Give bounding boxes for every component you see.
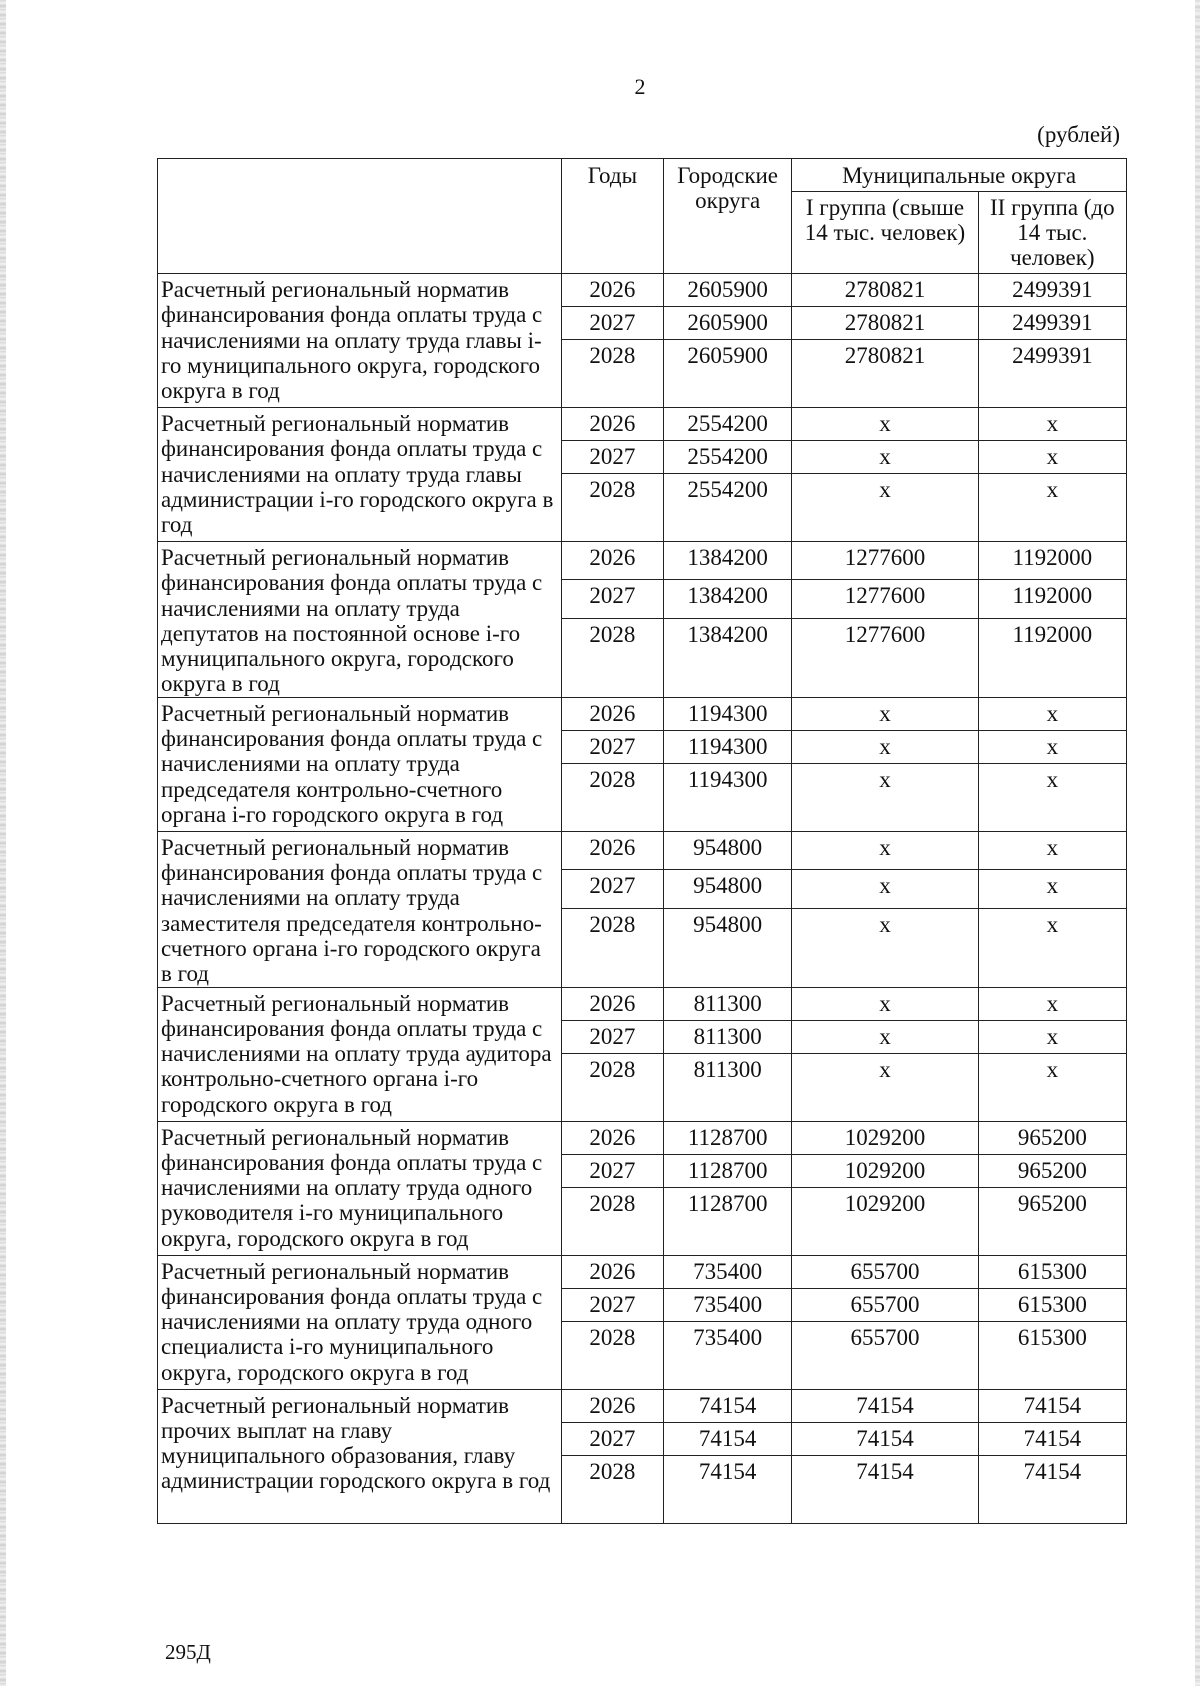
year-cell: 2026 <box>561 1121 663 1154</box>
table-row <box>158 542 1127 580</box>
norms-table-container <box>157 158 1127 1524</box>
table-row <box>158 408 1127 441</box>
group-1-value: x <box>792 408 978 441</box>
city-district-value: 1384200 <box>664 580 792 618</box>
group-2-value: 1192000 <box>978 618 1126 697</box>
year-cell: 2028 <box>561 763 663 831</box>
year-cell: 2026 <box>561 274 663 307</box>
group-1-value: 1277600 <box>792 542 978 580</box>
group-2-value: x <box>978 987 1126 1020</box>
year-cell: 2026 <box>561 542 663 580</box>
city-district-value: 1194300 <box>664 763 792 831</box>
group-2-value: 2499391 <box>978 307 1126 340</box>
city-district-value: 811300 <box>664 987 792 1020</box>
group-1-value: 74154 <box>792 1422 978 1455</box>
year-cell: 2028 <box>561 474 663 542</box>
year-cell: 2028 <box>561 908 663 987</box>
year-cell: 2028 <box>561 1321 663 1389</box>
scan-edge-left <box>0 0 6 1686</box>
city-district-value: 1128700 <box>664 1187 792 1255</box>
group-2-value: 615300 <box>978 1288 1126 1321</box>
group-2-value: 2499391 <box>978 274 1126 307</box>
header-years: Годы <box>561 159 663 274</box>
group-1-value: x <box>792 1053 978 1121</box>
group-2-value: 965200 <box>978 1121 1126 1154</box>
year-cell: 2027 <box>561 870 663 908</box>
table-body <box>158 274 1127 1524</box>
norm-description: Расчетный региональный норматив финансирования фонда оплаты труда с начислениями на оплату труда заместителя председателя контрольно-счетного органа i-го городского округа в год <box>158 831 562 987</box>
document-code: 295Д <box>165 1640 211 1664</box>
group-2-value: x <box>978 908 1126 987</box>
norms-table <box>157 158 1127 1524</box>
group-1-value: 74154 <box>792 1389 978 1422</box>
group-2-value: 74154 <box>978 1422 1126 1455</box>
norm-description: Расчетный региональный норматив финансирования фонда оплаты труда с начислениями на оплату труда председателя контрольно-счетного органа i-го городского округа в год <box>158 697 562 831</box>
group-1-value: 1029200 <box>792 1187 978 1255</box>
year-cell: 2027 <box>561 1422 663 1455</box>
city-district-value: 74154 <box>664 1389 792 1422</box>
city-district-value: 2554200 <box>664 441 792 474</box>
group-1-value: 1029200 <box>792 1154 978 1187</box>
group-1-value: x <box>792 987 978 1020</box>
table-header <box>158 159 1127 274</box>
group-2-value: 2499391 <box>978 340 1126 408</box>
city-district-value: 1128700 <box>664 1121 792 1154</box>
city-district-value: 954800 <box>664 870 792 908</box>
group-2-value: x <box>978 870 1126 908</box>
city-district-value: 2605900 <box>664 307 792 340</box>
year-cell: 2027 <box>561 1020 663 1053</box>
norm-description: Расчетный региональный норматив финансирования фонда оплаты труда с начислениями на оплату труда депутатов на постоянной основе i-го муниципального округа, городского округа в год <box>158 542 562 698</box>
group-1-value: 2780821 <box>792 274 978 307</box>
year-cell: 2028 <box>561 1053 663 1121</box>
header-group-2: II группа (до 14 тыс. человек) <box>978 192 1126 274</box>
group-1-value: 2780821 <box>792 340 978 408</box>
table-row <box>158 1121 1127 1154</box>
norm-description: Расчетный региональный норматив финансирования фонда оплаты труда с начислениями на оплату труда главы администрации i-го городского округа в год <box>158 408 562 542</box>
year-cell: 2027 <box>561 730 663 763</box>
group-2-value: 74154 <box>978 1389 1126 1422</box>
year-cell: 2028 <box>561 1455 663 1523</box>
norm-description: Расчетный региональный норматив прочих выплат на главу муниципального образования, главу администрации городского округа в год <box>158 1389 562 1523</box>
group-1-value: x <box>792 831 978 869</box>
group-1-value: x <box>792 908 978 987</box>
group-1-value: 2780821 <box>792 307 978 340</box>
city-district-value: 954800 <box>664 831 792 869</box>
city-district-value: 811300 <box>664 1020 792 1053</box>
group-1-value: x <box>792 697 978 730</box>
group-2-value: x <box>978 763 1126 831</box>
table-row <box>158 987 1127 1020</box>
group-1-value: 655700 <box>792 1288 978 1321</box>
city-district-value: 74154 <box>664 1422 792 1455</box>
year-cell: 2028 <box>561 340 663 408</box>
year-cell: 2027 <box>561 1154 663 1187</box>
table-row <box>158 697 1127 730</box>
city-district-value: 735400 <box>664 1288 792 1321</box>
city-district-value: 2554200 <box>664 408 792 441</box>
group-2-value: x <box>978 408 1126 441</box>
group-2-value: 615300 <box>978 1255 1126 1288</box>
group-2-value: x <box>978 441 1126 474</box>
year-cell: 2026 <box>561 987 663 1020</box>
group-2-value: x <box>978 697 1126 730</box>
table-row <box>158 1255 1127 1288</box>
group-1-value: 655700 <box>792 1255 978 1288</box>
city-district-value: 811300 <box>664 1053 792 1121</box>
year-cell: 2027 <box>561 307 663 340</box>
city-district-value: 954800 <box>664 908 792 987</box>
group-2-value: 615300 <box>978 1321 1126 1389</box>
year-cell: 2027 <box>561 441 663 474</box>
header-municipal-districts: Муниципальные округа <box>792 159 1127 192</box>
group-2-value: 1192000 <box>978 542 1126 580</box>
group-2-value: 965200 <box>978 1154 1126 1187</box>
scan-edge-right <box>1195 0 1200 1686</box>
group-2-value: 74154 <box>978 1455 1126 1523</box>
group-1-value: 1277600 <box>792 580 978 618</box>
city-district-value: 74154 <box>664 1455 792 1523</box>
year-cell: 2027 <box>561 1288 663 1321</box>
page-number: 2 <box>634 74 646 99</box>
year-cell: 2026 <box>561 408 663 441</box>
norm-description: Расчетный региональный норматив финансирования фонда оплаты труда с начислениями на оплату труда главы i-го муниципального округа, городского округа в год <box>158 274 562 408</box>
group-1-value: x <box>792 763 978 831</box>
norm-description: Расчетный региональный норматив финансирования фонда оплаты труда с начислениями на оплату труда аудитора контрольно-счетного органа i-го городского округа в год <box>158 987 562 1121</box>
group-1-value: x <box>792 474 978 542</box>
group-1-value: 74154 <box>792 1455 978 1523</box>
city-district-value: 2605900 <box>664 340 792 408</box>
units-label: (рублей) <box>1037 122 1120 147</box>
year-cell: 2026 <box>561 697 663 730</box>
group-2-value: x <box>978 831 1126 869</box>
group-1-value: x <box>792 1020 978 1053</box>
group-2-value: x <box>978 474 1126 542</box>
group-1-value: x <box>792 870 978 908</box>
norm-description: Расчетный региональный норматив финансирования фонда оплаты труда с начислениями на оплату труда одного специалиста i-го муниципального округа, городского округа в год <box>158 1255 562 1389</box>
city-district-value: 1384200 <box>664 542 792 580</box>
group-2-value: x <box>978 1020 1126 1053</box>
year-cell: 2028 <box>561 1187 663 1255</box>
group-1-value: x <box>792 441 978 474</box>
table-row <box>158 831 1127 869</box>
year-cell: 2027 <box>561 580 663 618</box>
group-2-value: 965200 <box>978 1187 1126 1255</box>
city-district-value: 735400 <box>664 1255 792 1288</box>
city-district-value: 1194300 <box>664 697 792 730</box>
header-group-1: I группа (свыше 14 тыс. человек) <box>792 192 978 274</box>
group-1-value: 1029200 <box>792 1121 978 1154</box>
header-city-districts: Городские округа <box>664 159 792 274</box>
group-1-value: 1277600 <box>792 618 978 697</box>
group-1-value: x <box>792 730 978 763</box>
city-district-value: 1194300 <box>664 730 792 763</box>
table-row <box>158 1389 1127 1422</box>
city-district-value: 2554200 <box>664 474 792 542</box>
norm-description: Расчетный региональный норматив финансирования фонда оплаты труда с начислениями на оплату труда одного руководителя i-го муниципального округа, городского округа в год <box>158 1121 562 1255</box>
group-1-value: 655700 <box>792 1321 978 1389</box>
group-2-value: x <box>978 1053 1126 1121</box>
city-district-value: 1128700 <box>664 1154 792 1187</box>
year-cell: 2026 <box>561 1389 663 1422</box>
city-district-value: 735400 <box>664 1321 792 1389</box>
city-district-value: 2605900 <box>664 274 792 307</box>
table-row <box>158 274 1127 307</box>
group-2-value: 1192000 <box>978 580 1126 618</box>
group-2-value: x <box>978 730 1126 763</box>
year-cell: 2026 <box>561 831 663 869</box>
year-cell: 2026 <box>561 1255 663 1288</box>
city-district-value: 1384200 <box>664 618 792 697</box>
header-empty-cell <box>158 159 562 274</box>
year-cell: 2028 <box>561 618 663 697</box>
